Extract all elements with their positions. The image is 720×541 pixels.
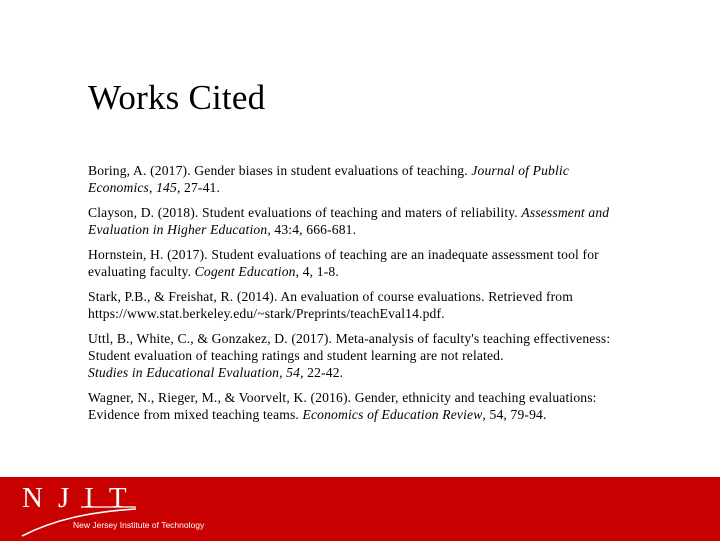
reference-line — [88, 406, 698, 423]
reference-text: evaluating faculty. — [88, 264, 195, 279]
reference-line — [88, 263, 698, 280]
reference-source-text: Economics of Education Review — [302, 407, 483, 422]
reference-text: Boring, A. (2017). Gender biases in student evaluations of teaching. — [88, 163, 472, 178]
reference-text: , 22-42. — [300, 365, 344, 380]
logo-letters: NJIT — [22, 482, 142, 514]
reference-entry — [88, 389, 698, 423]
reference-line — [88, 162, 698, 179]
reference-source-text: Assessment and — [521, 205, 610, 220]
reference-text: , 43:4, 666-681. — [267, 222, 357, 237]
reference-source-text: Journal of Public — [471, 163, 570, 178]
reference-entry — [88, 204, 698, 238]
reference-text: Uttl, B., White, C., & Gonzakez, D. (2017). Meta-analysis of faculty's teaching effectiveness: — [88, 331, 611, 346]
njit-swoosh-icon — [18, 482, 228, 540]
reference-source-text: Economics, 145 — [88, 180, 177, 195]
reference-text: Wagner, N., Rieger, M., & Voorvelt, K. (2016). Gender, ethnicity and teaching evaluations: — [88, 390, 597, 405]
reference-line — [88, 179, 698, 196]
reference-text: Student evaluation of teaching ratings and student learning are not related. — [88, 348, 504, 363]
reference-entry — [88, 288, 698, 322]
reference-line — [88, 221, 698, 238]
reference-line — [88, 246, 698, 263]
reference-text: , 4, 1-8. — [295, 264, 339, 279]
reference-text: Stark, P.B., & Freishat, R. (2014). An evaluation of course evaluations. Retrieved from — [88, 289, 573, 304]
reference-line — [88, 364, 698, 381]
reference-text: , 54, 79-94. — [482, 407, 547, 422]
references-list — [88, 162, 698, 431]
reference-line — [88, 330, 698, 347]
reference-text: , 27-41. — [176, 180, 221, 195]
reference-entry — [88, 162, 698, 196]
njit-logo — [18, 482, 228, 540]
reference-text: Evidence from mixed teaching teams. — [88, 407, 303, 422]
reference-text: Hornstein, H. (2017). Student evaluations of teaching are an inadequate assessment tool for — [88, 247, 599, 262]
reference-text: Clayson, D. (2018). Student evaluations of teaching and maters of reliability. — [88, 205, 522, 220]
reference-source-text: Studies in Educational Evaluation, 54 — [88, 365, 301, 380]
reference-entry — [88, 246, 698, 280]
slide-title: Works Cited — [88, 78, 266, 117]
footer-bar — [0, 477, 720, 541]
logo-tagline: New Jersey Institute of Technology — [73, 520, 205, 530]
reference-line — [88, 389, 698, 406]
reference-entry — [88, 330, 698, 381]
reference-source-text: Evaluation in Higher Education — [88, 222, 268, 237]
reference-line — [88, 288, 698, 305]
reference-source-text: Cogent Education — [194, 264, 296, 279]
reference-line — [88, 347, 698, 364]
reference-line — [88, 204, 698, 221]
reference-text: https://www.stat.berkeley.edu/~stark/Preprints/teachEval14.pdf. — [88, 306, 445, 321]
reference-line — [88, 305, 698, 322]
